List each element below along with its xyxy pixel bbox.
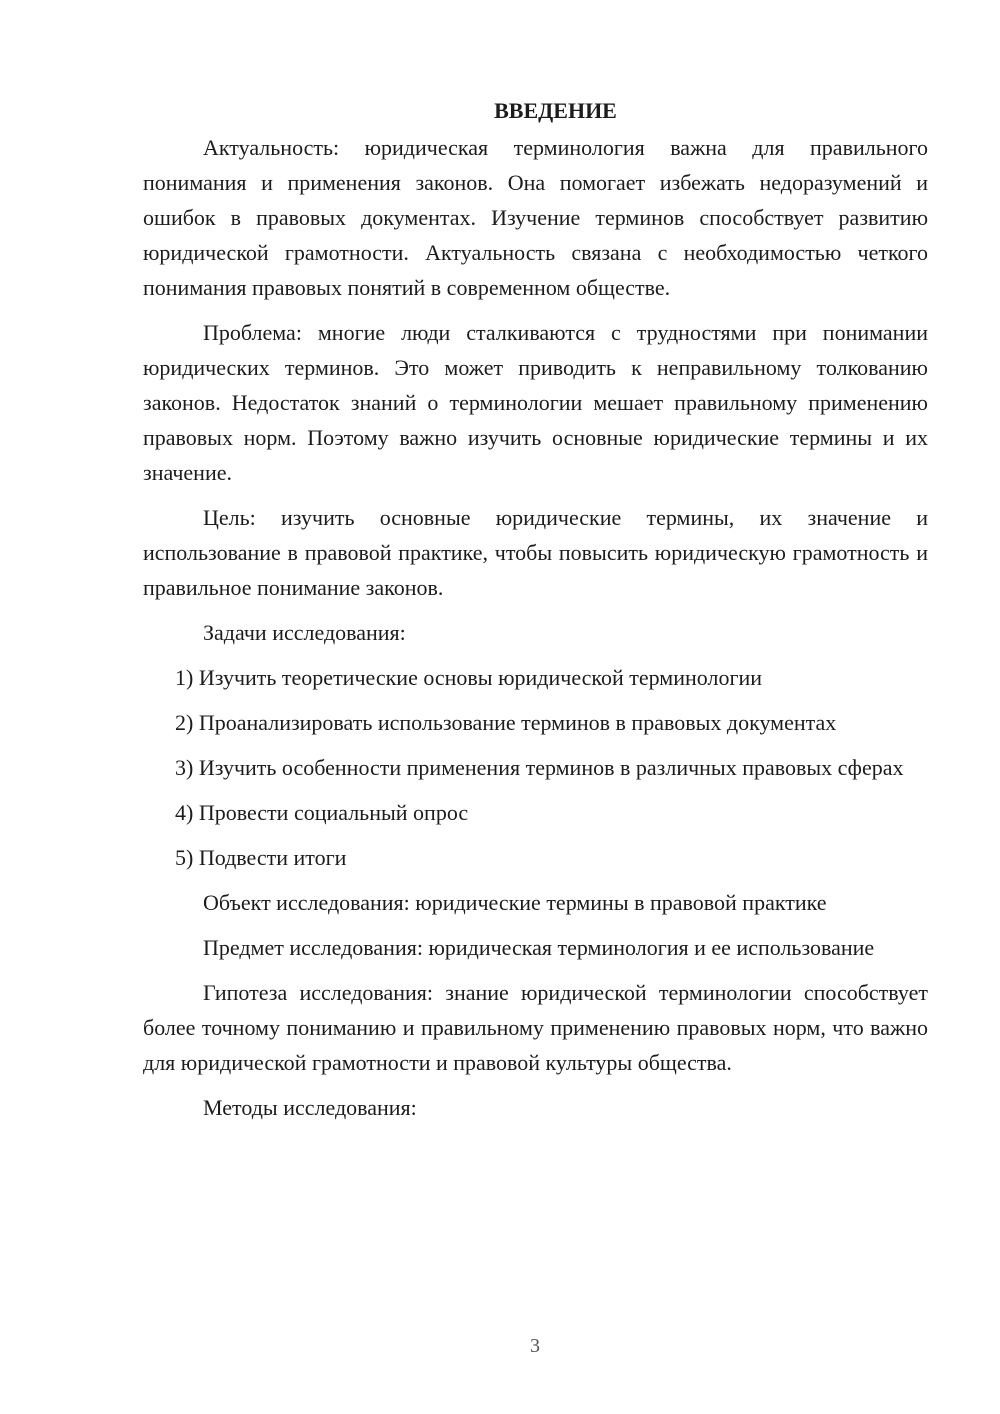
tasks-heading: Задачи исследования: [203, 620, 406, 645]
object-paragraph: Объект исследования: юридические термины в правовой практике [203, 890, 827, 915]
methods-heading: Методы исследования: [203, 1095, 417, 1120]
task-item: 4) Провести социальный опрос [175, 800, 469, 825]
task-item: 2) Проанализировать использование терминов в правовых документах [175, 710, 837, 735]
problem-paragraph: Проблема: многие люди сталкиваются с трудностями при понимании юридических терминов. Это может приводить к неправильному толкованию законов. Недостаток знаний о терминологии мешает правильному применению правовых норм. Поэтому важно изучить основные юридические термины и их значение. [143, 320, 928, 485]
relevance-paragraph: Актуальность: юридическая терминология важна для правильного понимания и применения законов. Она помогает избежать недоразумений и ошибок в правовых документах. Изучение терминов способствует развитию юридической грамотности. Актуальность связана с необходимостью четкого понимания правовых понятий в современном обществе. [143, 135, 928, 300]
page-title: ВВЕДЕНИЕ [494, 98, 617, 123]
task-item: 5) Подвести итоги [175, 845, 347, 870]
goal-paragraph: Цель: изучить основные юридические термины, их значение и использование в правовой практике, чтобы повысить юридическую грамотность и правильное понимание законов. [143, 505, 928, 600]
page-content [143, 93, 928, 1125]
hypothesis-paragraph: Гипотеза исследования: знание юридической терминологии способствует более точному пониманию и правильному применению правовых норм, что важно для юридической грамотности и правовой культуры общества. [143, 980, 928, 1075]
page-number: 3 [530, 1335, 540, 1357]
task-item: 1) Изучить теоретические основы юридической терминологии [175, 665, 763, 690]
subject-paragraph: Предмет исследования: юридическая терминология и ее использование [203, 935, 875, 960]
task-item: 3) Изучить особенности применения терминов в различных правовых сферах [175, 755, 904, 780]
